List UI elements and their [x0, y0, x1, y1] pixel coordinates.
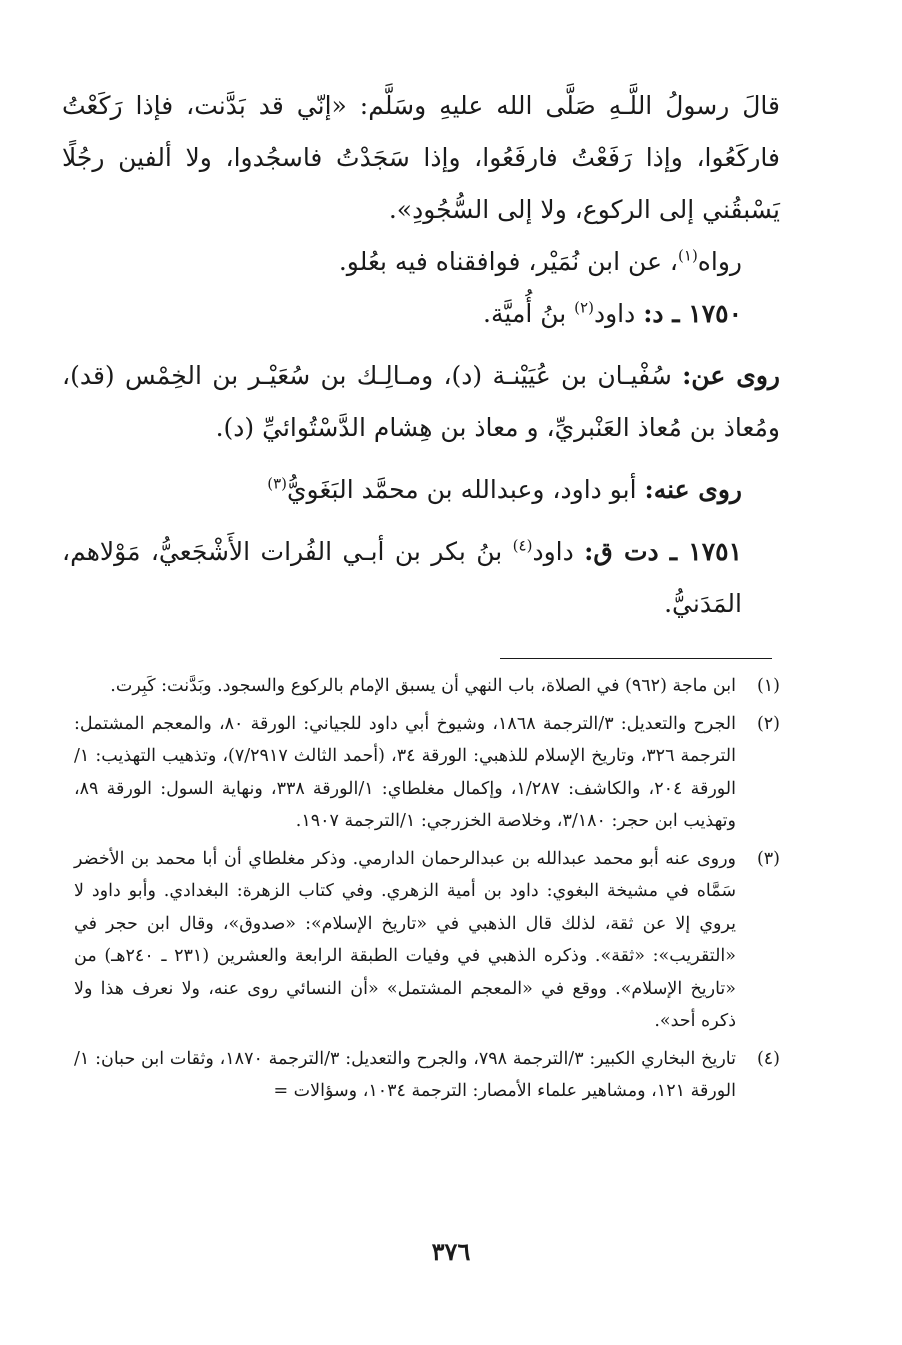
footnote-1: [74, 670, 780, 703]
entry-1751-number: ١٧٥١ ـ دت ق:: [584, 537, 742, 566]
footnote-ref-2: (٢): [574, 298, 594, 317]
riwaya-pre: رواه: [697, 247, 742, 276]
footnote-text: تاريخ البخاري الكبير: ٣/الترجمة ٧٩٨، والجرح والتعديل: ٣/الترجمة ١٨٧٠، وثقات ابن حبان: ١/الورقة ١٢١، ومشاهير علماء الأمصار: الترجمة ١٠٣٤، وسؤالات =: [74, 1048, 736, 1101]
narrated-from-label: روى عن:: [682, 361, 780, 390]
footnotes: [74, 670, 780, 1113]
footnote-text: ابن ماجة (٩٦٢) في الصلاة، باب النهي أن يسبق الإمام بالركوع والسجود. وبَدَّنت: كَبِرت.: [110, 676, 736, 696]
footnote-ref-4: (٤): [512, 536, 533, 555]
entry-1750-rest: بنُ أُميَّة.: [483, 299, 575, 328]
footnote-text: وروى عنه أبو محمد عبدالله بن عبدالرحمان الدارمي. وذكر مغلطاي أن أبا محمد بن الأخضر سَمَّاه في مشيخة البغوي: داود بن أمية الزهري. وفي كتاب الزهرة: البغدادي. وأبو داود لا يروي إلا عن ثقة، لذلك قال الذهبي في «تاريخ الإسلام»: «صدوق»، وقال ابن حجر في «التقريب»: «ثقة». وذكره الذهبي في وفيات الطبقة الرابعة والعشرين (٢٣١ ـ ٢٤٠هـ) من «تاريخ الإسلام». ووقع في «المعجم المشتمل» «أن النسائي روى عنه، ولا نعرف هذا ولا ذكره أحد».: [74, 848, 736, 1031]
narrated-by-label: روى عنه:: [644, 475, 742, 504]
footnote-2: [74, 708, 780, 838]
footnote-ref-3: (٣): [267, 474, 287, 493]
page-number: ٣٧٦: [431, 1237, 471, 1266]
entry-1750-heading: [62, 288, 780, 340]
narrated-by-paragraph: [62, 464, 780, 516]
footnote-text: الجرح والتعديل: ٣/الترجمة ١٨٦٨، وشيوخ أبي داود للجياني: الورقة ٨٠، والمعجم المشتمل: الترجمة ٣٢٦، وتاريخ الإسلام للذهبي: الورقة ٣٤، (أحمد الثالث ٧/٢٩١٧)، وتذهيب التهذيب: ١/الورقة ٢٠٤، والكاشف: ١/٢٨٧، وإكمال مغلطاي: ١/الورقة ٣٣٨، ونهاية السول: الورقة ٨٩، وتهذيب ابن حجر: ٣/١٨٠، وخلاصة الخزرجي: ١/الترجمة ١٩٠٧.: [74, 713, 737, 831]
entry-1750-name: داود: [593, 299, 644, 328]
hadith-paragraph: قالَ رسولُ اللَّـهِ صَلَّى الله عليهِ وسَلَّم: «إنّي قد بَدَّنت، فإذا رَكَعْتُ فاركَعُوا، وإذا رَفَعْتُ فارفَعُوا، وإذا سَجَدْتُ فاسجُدوا، ولا ألفين رجُلًا يَسْبقُني إلى الركوع، ولا إلى السُّجُودِ».: [62, 91, 781, 224]
riwaya-line: [62, 236, 780, 288]
footnote-number: (١): [756, 676, 780, 696]
footnote-4: [74, 1043, 780, 1108]
entry-1751-name: داود: [532, 537, 585, 566]
footnote-number: (٢): [756, 713, 780, 734]
entry-1750-number: ١٧٥٠ ـ د:: [643, 299, 742, 328]
riwaya-post: ، عن ابن نُمَيْر، فوافقناه فيه بعُلو.: [338, 247, 679, 276]
narrated-from-paragraph: [62, 350, 780, 454]
narrated-by-text: أبو داود، وعبدالله بن محمَّد البَغَويُّ: [286, 475, 645, 504]
footnote-ref-1: (١): [678, 246, 698, 265]
narrated-from-text: سُفْيـان بن عُيَيْنـة (د)، ومـالِـك بن سُعَيْـر بن الخِمْس (قد)، ومُعاذ بن مُعاذ العَنْبريِّ، و معاذ بن هِشام الدَّسْتُوائيِّ (د).: [62, 361, 780, 442]
footnote-3: [74, 843, 780, 1038]
footnote-number: (٤): [756, 1048, 780, 1069]
footnote-separator: [500, 658, 772, 659]
entry-1751-paragraph: [62, 526, 780, 630]
footnote-number: (٣): [756, 848, 780, 869]
main-text: [62, 80, 780, 630]
entry-1751-rest: بنُ بكر بن أبـي الفُرات الأَشْجَعيُّ، مَوْلاهم، المَدَنيُّ.: [62, 537, 742, 618]
